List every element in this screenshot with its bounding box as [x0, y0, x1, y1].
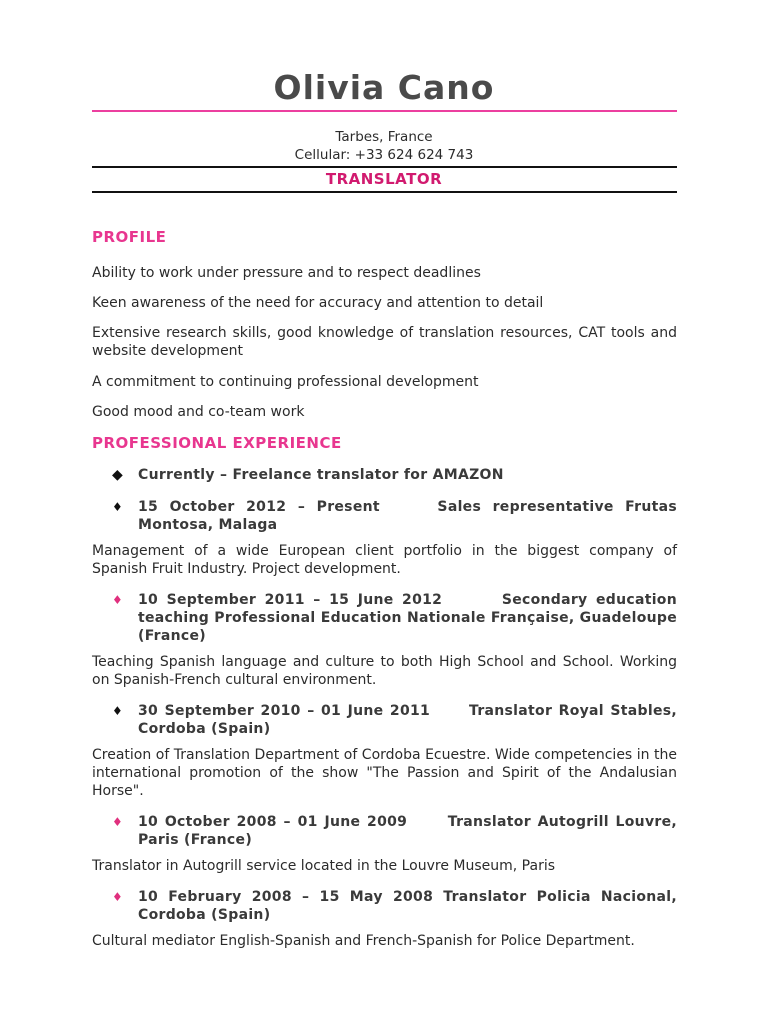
profile-item: Extensive research skills, good knowledge of translation resources, CAT tools and website development: [92, 325, 677, 359]
profile-item: Ability to work under pressure and to respect deadlines: [92, 265, 481, 281]
profile-item: A commitment to continuing professional development: [92, 374, 479, 390]
experience-entry-description: Teaching Spanish language and culture to both High School and School. Working on Spanish-French cultural environment.: [92, 654, 677, 688]
diamond-bullet-icon: ♦: [112, 704, 123, 718]
location-text: Tarbes, France: [335, 129, 433, 145]
diamond-bullet-icon: ♦: [112, 815, 123, 829]
profile-item: Good mood and co-team work: [92, 404, 305, 420]
candidate-name: Olivia Cano: [273, 68, 495, 107]
diamond-bullet-icon: ♦: [112, 593, 123, 607]
name-divider: [92, 110, 677, 112]
diamond-bullet-icon: ♦: [112, 500, 123, 514]
experience-heading: PROFESSIONAL EXPERIENCE: [92, 434, 342, 452]
experience-entry-heading: 15 October 2012 – Present Sales representative Frutas Montosa, Malaga: [138, 499, 683, 533]
title-top-divider: [92, 166, 677, 168]
experience-entry-description: Management of a wide European client portfolio in the biggest company of Spanish Fruit Industry. Project development.: [92, 543, 677, 577]
experience-entry-description: Cultural mediator English-Spanish and French-Spanish for Police Department.: [92, 933, 635, 949]
profile-item: Keen awareness of the need for accuracy and attention to detail: [92, 295, 544, 311]
diamond-bullet-icon: ◆: [112, 467, 123, 483]
experience-entry-heading: Currently – Freelance translator for AMAZON: [138, 467, 504, 483]
diamond-bullet-icon: ♦: [112, 890, 123, 904]
experience-entry-heading: 30 September 2010 – 01 June 2011 Translator Royal Stables, Cordoba (Spain): [138, 703, 683, 737]
experience-entry-heading: 10 February 2008 – 15 May 2008 Translator Policia Nacional, Cordoba (Spain): [138, 889, 677, 923]
experience-entry-description: Creation of Translation Department of Cordoba Ecuestre. Wide competencies in the international promotion of the show "The Passion and Spirit of the Andalusian Horse".: [92, 747, 677, 799]
experience-entry-heading: 10 September 2011 – 15 June 2012 Secondary education teaching Professional Education Nationale Française, Guadeloupe (France): [138, 592, 683, 644]
phone-text: Cellular: +33 624 624 743: [294, 147, 474, 163]
profile-heading: PROFILE: [92, 228, 167, 246]
title-bottom-divider: [92, 191, 677, 193]
experience-entry-heading: 10 October 2008 – 01 June 2009 Translator Autogrill Louvre, Paris (France): [138, 814, 683, 848]
job-title: TRANSLATOR: [325, 170, 443, 188]
experience-entry-description: Translator in Autogrill service located in the Louvre Museum, Paris: [92, 858, 556, 874]
